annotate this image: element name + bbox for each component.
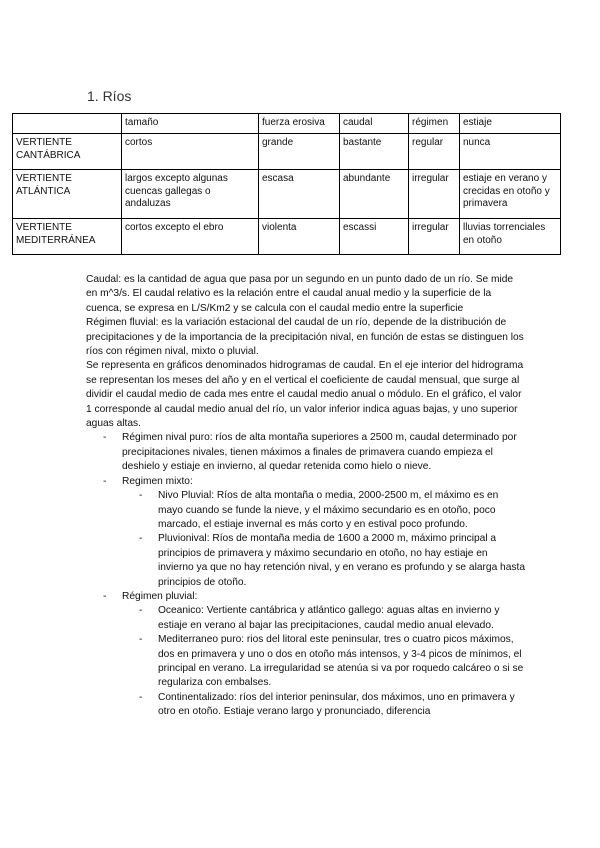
list-dash: - bbox=[139, 605, 143, 617]
body-text bbox=[86, 273, 526, 720]
list-item-text: Régimen pluvial: bbox=[122, 590, 198, 602]
table-cell: escasa bbox=[259, 170, 340, 219]
list-dash: - bbox=[103, 475, 107, 487]
sublist-item-mediterraneo bbox=[86, 633, 526, 691]
section-title: 1. Ríos bbox=[87, 88, 132, 104]
list-dash: - bbox=[103, 590, 107, 602]
table-cell: regular bbox=[409, 134, 460, 170]
sublist-item-continentalizado bbox=[86, 691, 526, 720]
list-item-text: Mediterraneo puro: rios del litoral este peninsular, tres o cuatro picos máximos, dos en primavera y uno o dos en otoño más intensos, y 3-4 picos de mínimos, el principal en verano. La irregularidad se atenúa si va por roquedo calcáreo o si se regulariza con embalses. bbox=[158, 634, 524, 689]
table-cell: violenta bbox=[259, 219, 340, 255]
table-cell: cortos bbox=[122, 134, 259, 170]
rivers-table bbox=[12, 113, 561, 255]
sublist-item-pluvionival bbox=[86, 532, 526, 590]
table-cell: VERTIENTE CANTÁBRICA bbox=[13, 134, 122, 170]
list-item-pluvial bbox=[86, 590, 526, 604]
table-cell: largos excepto algunas cuencas gallegas o andaluzas bbox=[122, 170, 259, 219]
table-cell: estiaje en verano y crecidas en otoño y primavera bbox=[460, 170, 561, 219]
paragraph-hidrograma: Se representa en gráficos denominados hidrogramas de caudal. En el eje interior del hidrograma se representan los meses del año y en el vertical el coeficiente de caudal mensual, que surge al dividir el caudal medio de cada mes entre el caudal medio anual o módulo. En el gráfico, el valor 1 corresponde al caudal medio anual del río, un valor inferior indica aguas bajas, y uno superior aguas altas. bbox=[86, 360, 524, 430]
table-header-row bbox=[13, 114, 561, 134]
list-dash: - bbox=[139, 490, 143, 502]
list-item-text: Continentalizado: ríos del interior peninsular, dos máximos, uno en primavera y otro en otoño. Estiaje verano largo y pronunciado, diferencia bbox=[158, 691, 515, 718]
table-cell: abundante bbox=[340, 170, 409, 219]
list-item-text: Régimen nival puro: ríos de alta montaña superiores a 2500 m, caudal determinado por precipitaciones nivales, tienen máximos a finales de primavera cuando empieza el deshielo y estiaje en invierno, al quedar retenida como hielo o nieve. bbox=[122, 432, 517, 473]
table-row bbox=[13, 170, 561, 219]
table-cell: VERTIENTE ATLÁNTICA bbox=[13, 170, 122, 219]
table-header-cell: caudal bbox=[340, 114, 409, 134]
paragraph-caudal: Caudal: es la cantidad de agua que pasa por un segundo en un punto dado de un río. Se mide en m^3/s. El caudal relativo es la relación entre el caudal anual medio y la superficie de la cuenca, se expresa en L/S/Km2 y se calcula con el caudal medio entre la superficie bbox=[86, 274, 514, 314]
table-header-cell bbox=[13, 114, 122, 134]
table-row bbox=[13, 219, 561, 255]
list-item-text: Nivo Pluvial: Ríos de alta montaña o media, 2000-2500 m, el máximo es en mayo cuando se funde la nieve, y el máximo secundario es en otoño, poco marcado, el estiaje invernal es más corto y en estival poco profundo. bbox=[158, 490, 499, 530]
sublist-item-oceanico bbox=[86, 604, 526, 633]
table-cell: VERTIENTE MEDITERRÁNEA bbox=[13, 219, 122, 255]
table-cell: grande bbox=[259, 134, 340, 170]
table-header-cell: régimen bbox=[409, 114, 460, 134]
table-cell: lluvias torrenciales en otoño bbox=[460, 219, 561, 255]
table-cell: cortos excepto el ebro bbox=[122, 219, 259, 255]
list-item-text: Regimen mixto: bbox=[122, 475, 193, 487]
table-cell: escassi bbox=[340, 219, 409, 255]
list-item-nival bbox=[86, 431, 526, 474]
table-cell: bastante bbox=[340, 134, 409, 170]
table-header-cell: fuerza erosiva bbox=[259, 114, 340, 134]
sublist-item-nivo-pluvial bbox=[86, 489, 526, 532]
table-cell: nunca bbox=[460, 134, 561, 170]
list-dash: - bbox=[139, 533, 143, 545]
list-dash: - bbox=[103, 432, 107, 444]
list-dash: - bbox=[139, 691, 143, 703]
list-item-text: Oceanico: Vertiente cantábrica y atlántico gallego: aguas altas en invierno y estiaje en verano al bajar las precipitaciones, caudal medio anual elevado. bbox=[158, 605, 500, 631]
table-header-cell: tamaño bbox=[122, 114, 259, 134]
table-header-cell: estiaje bbox=[460, 114, 561, 134]
list-dash: - bbox=[139, 634, 143, 646]
table-cell: irregular bbox=[409, 170, 460, 219]
table-row bbox=[13, 134, 561, 170]
paragraph-regimen-fluvial: Régimen fluvial: es la variación estacional del caudal de un río, depende de la distribución de precipitaciones y de la importancia de la precipitación nival, en función de estas se distinguen los ríos con régimen nival, mixto o pluvial. bbox=[86, 317, 524, 358]
table-cell: irregular bbox=[409, 219, 460, 255]
list-item-text: Pluvionival: Ríos de montaña media de 1600 a 2000 m, máximo principal a principios de primavera y máximo secundario en otoño, no hay estiaje en invierno ya que no hay retención nival, y en verano es profundo y se alarga hasta principios de otoño. bbox=[158, 533, 525, 588]
list-item-mixto bbox=[86, 475, 526, 489]
